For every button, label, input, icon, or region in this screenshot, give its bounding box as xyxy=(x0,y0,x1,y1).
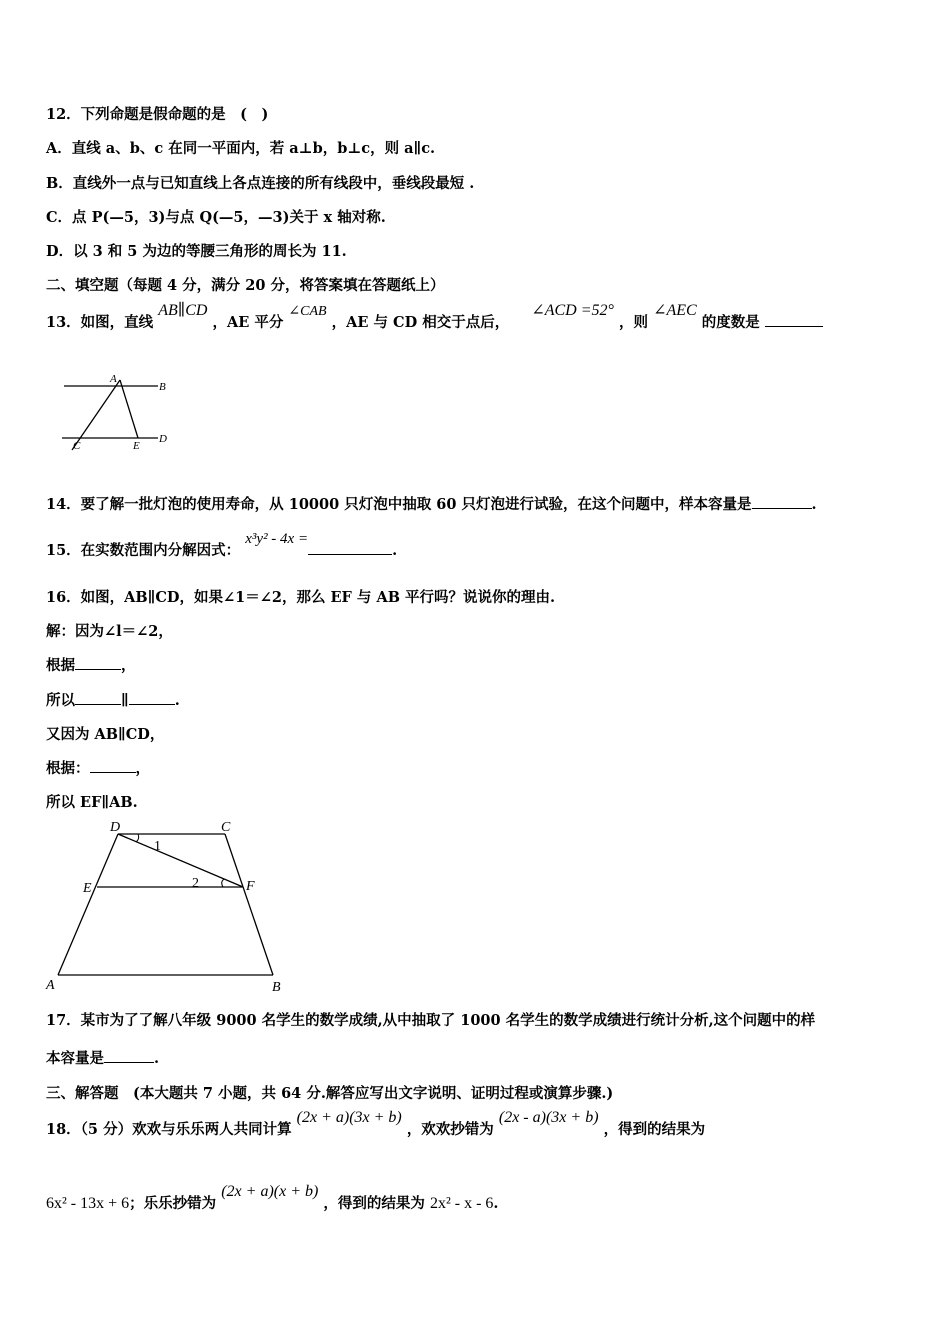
q16-reason-blank-1[interactable] xyxy=(75,655,121,670)
q17-line-2 xyxy=(46,1047,159,1068)
q18-end: . xyxy=(493,1195,499,1212)
q15-expression: x³y² - 4x = xyxy=(245,531,309,547)
q17-answer-blank[interactable] xyxy=(104,1048,154,1063)
section-2-heading: 二、填空题（每题 4 分，满分 20 分，将答案填在答题纸上） xyxy=(46,277,445,294)
q14-end: . xyxy=(811,496,817,513)
q18-part5: ，得到的结果为 xyxy=(323,1195,425,1212)
q16-parallel-symbol: ∥ xyxy=(121,692,129,709)
q18-part1: 18．（5 分）欢欢与乐乐两人共同计算 xyxy=(46,1121,292,1138)
q18-line-1 xyxy=(46,1109,706,1139)
q16-label-c: C xyxy=(221,820,231,835)
q18-expr-lele: (2x + a)(x + b) xyxy=(221,1183,319,1200)
q16-label-1: 1 xyxy=(154,839,161,854)
q16-line-blank-1[interactable] xyxy=(75,690,121,705)
q16-label-f: F xyxy=(246,879,255,894)
q13-part3: ，AE 与 CD 相交于点后， xyxy=(331,314,510,331)
q13-math-angle-cab: ∠CAB xyxy=(288,304,327,319)
q12-option-d: D．以 3 和 5 为边的等腰三角形的周长为 11. xyxy=(46,243,347,260)
q12-option-a: A．直线 a、b、c 在同一平面内，若 a⊥b，b⊥c，则 a∥c. xyxy=(46,140,436,157)
q16-angle-2-arc xyxy=(222,879,224,887)
q15-answer-blank[interactable] xyxy=(308,540,392,555)
q16-step-2 xyxy=(46,654,136,675)
section-3-heading: 三、解答题 (本大题共 7 小题，共 64 分.解答应写出文字说明、证明过程或演算步骤.) xyxy=(46,1085,614,1102)
q18-result-huanhuan: 6x² - 13x + 6 xyxy=(46,1195,130,1212)
q13-label-a: A xyxy=(110,373,117,385)
q13-segment-ae xyxy=(120,380,138,438)
q12-option-b: B．直线外一点与已知直线上各点连接的所有线段中，垂线段最短 . xyxy=(46,175,475,192)
q13-label-e: E xyxy=(133,440,140,452)
q16-step-4: 又因为 AB∥CD， xyxy=(46,726,165,743)
q16-label-d: D xyxy=(110,820,121,835)
q13-math-angle-aec: ∠AEC xyxy=(653,302,697,319)
q13-label-d: D xyxy=(159,433,167,445)
q14-answer-blank[interactable] xyxy=(752,494,812,509)
q12-option-c: C．点 P(—5，3)与点 Q(—5，—3)关于 x 轴对称. xyxy=(46,209,386,226)
q16-step-1: 解：因为∠l＝∠2， xyxy=(46,623,173,640)
q16-step-3 xyxy=(46,689,180,710)
q16-angle-1-arc xyxy=(136,834,139,842)
q14-stem: 14．要了解一批灯泡的使用寿命，从 10000 只灯泡中抽取 60 只灯泡进行试验，在这个问题中，样本容量是 xyxy=(46,496,752,513)
q16-segment-cb xyxy=(225,834,273,975)
q13-math-parallel: AB∥CD xyxy=(158,302,208,319)
q16-step-3-label: 所以 xyxy=(46,692,75,709)
q13-part1: 13．如图，直线 xyxy=(46,314,154,331)
q18-line-2 xyxy=(46,1183,499,1213)
q18-result-lele: 2x² - x - 6 xyxy=(429,1195,494,1212)
q18-expr-original: (2x + a)(3x + b) xyxy=(296,1109,402,1126)
q13-part4: ，则 xyxy=(619,314,648,331)
q16-stem: 16．如图，AB∥CD，如果∠1＝∠2，那么 EF 与 AB 平行吗？说说你的理由. xyxy=(46,589,556,606)
q17-line-1: 17．某市为了了解八年级 9000 名学生的数学成绩,从中抽取了 1000 名学生的数学成绩进行统计分析,这个问题中的样 xyxy=(46,1012,816,1029)
q16-label-a: A xyxy=(46,978,55,993)
q16-line-blank-2[interactable] xyxy=(129,690,175,705)
q17-end: . xyxy=(154,1050,160,1067)
q16-step-5 xyxy=(46,757,150,778)
q16-step-5-end: ， xyxy=(135,760,150,777)
q16-label-e: E xyxy=(83,881,92,896)
q16-step-3-end: . xyxy=(174,692,180,709)
q12-stem: 12．下列命题是假命题的是 ( ) xyxy=(46,106,269,123)
q18-part3: ，得到的结果为 xyxy=(603,1121,706,1138)
q13-label-b: B xyxy=(159,381,166,393)
q13-answer-blank[interactable] xyxy=(765,312,823,327)
q13-math-angle-acd: ∠ACD =52° xyxy=(531,302,614,319)
q16-step-5-label: 根据： xyxy=(46,760,90,777)
q16-segment-ad xyxy=(58,834,118,975)
q13-part5: 的度数是 xyxy=(701,314,760,331)
q15-end: . xyxy=(392,542,398,559)
q18-part4: ；乐乐抄错为 xyxy=(129,1195,217,1212)
q16-step-2-label: 根据 xyxy=(46,657,75,674)
q13-label-c: C xyxy=(73,440,81,452)
q16-step-2-end: ， xyxy=(121,657,136,674)
q15-text xyxy=(46,531,398,560)
q16-label-2: 2 xyxy=(192,876,199,891)
q18-expr-huanhuan: (2x - a)(3x + b) xyxy=(498,1109,599,1126)
q15-stem: 15．在实数范围内分解因式： xyxy=(46,542,241,559)
q13-figure xyxy=(58,368,188,458)
q16-label-b: B xyxy=(272,980,281,995)
q13-text xyxy=(46,302,823,332)
q16-figure xyxy=(40,815,300,995)
q16-step-6: 所以 EF∥AB. xyxy=(46,794,138,811)
q13-part2: ，AE 平分 xyxy=(212,314,284,331)
q18-part2: ，欢欢抄错为 xyxy=(406,1121,494,1138)
q16-reason-blank-2[interactable] xyxy=(90,758,136,773)
q14-text xyxy=(46,493,817,514)
q17-line-2-label: 本容量是 xyxy=(46,1050,104,1067)
